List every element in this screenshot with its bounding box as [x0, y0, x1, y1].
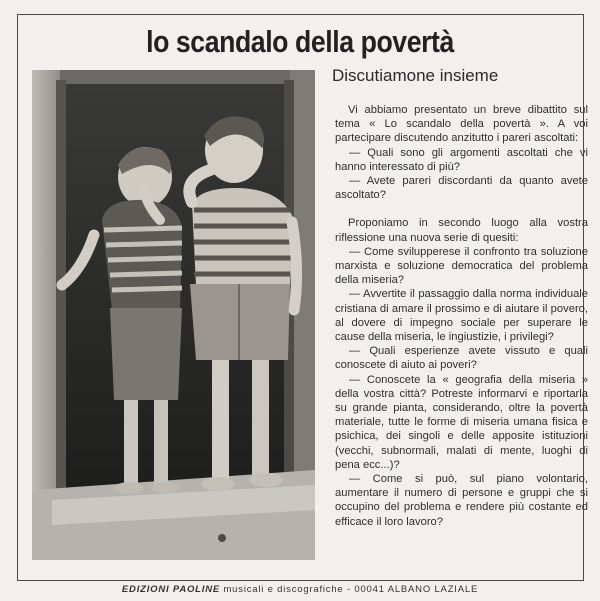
question-item: — Quali sono gli argomenti ascoltati che vi hanno interessato di più?: [335, 146, 588, 173]
publisher-brand: EDIZIONI PAOLINE: [121, 584, 221, 595]
question-item: — Come si può, sul piano volontario, aumentare il numero di persone e gruppi che si occupino del problema e rendere più costante ed efficace il loro lavoro?: [335, 473, 588, 528]
page-title: lo scandalo della povertà: [146, 24, 454, 59]
children-photo-illustration: [32, 70, 315, 560]
question-item: — Avete pareri discordanti da quanto avete ascoltato?: [335, 175, 588, 202]
children-photo: [32, 70, 315, 560]
publisher-address: musicali e discografiche - 00041 ALBANO LAZIALE: [220, 584, 479, 595]
second-intro-paragraph: Proponiamo in secondo luogo alla vostra riflessione una nuova serie di quesiti:: [335, 217, 588, 244]
question-item: — Avvertite il passaggio dalla norma individuale cristiana di amare il prossimo e di aiutare il povero, al dovere di impegno sociale per superare le cause della miseria, le ingiustizie, i privilegi?: [335, 288, 588, 344]
intro-paragraph: Vi abbiamo presentato un breve dibattito sul tema « Lo scandalo della povertà ». A voi partecipare discutendo anzitutto i pareri ascoltati:: [335, 104, 588, 145]
question-item: — Come svilupperese il confronto tra soluzione marxista e soluzione democratica del problema della miseria?: [335, 245, 588, 287]
discussion-text: [335, 103, 588, 529]
paragraph-gap: [335, 202, 588, 216]
question-item: — Conoscete la « geografia della miseria » della vostra città? Potreste informarvi e riportarla su grande pianta, considerando, oltre la povertà materiale, tutte le forme di miseria umana fisica e psichica, dei singoli e delle apposite istituzioni (vecchi, subnormali, malati di mente, luoghi di pena ecc...)?: [335, 373, 588, 471]
question-item: — Quali esperienze avete vissuto e quali conoscete di aiuto ai poveri?: [335, 345, 588, 372]
publisher-footer: [0, 584, 600, 595]
section-subtitle: Discutiamone insieme: [332, 66, 499, 85]
